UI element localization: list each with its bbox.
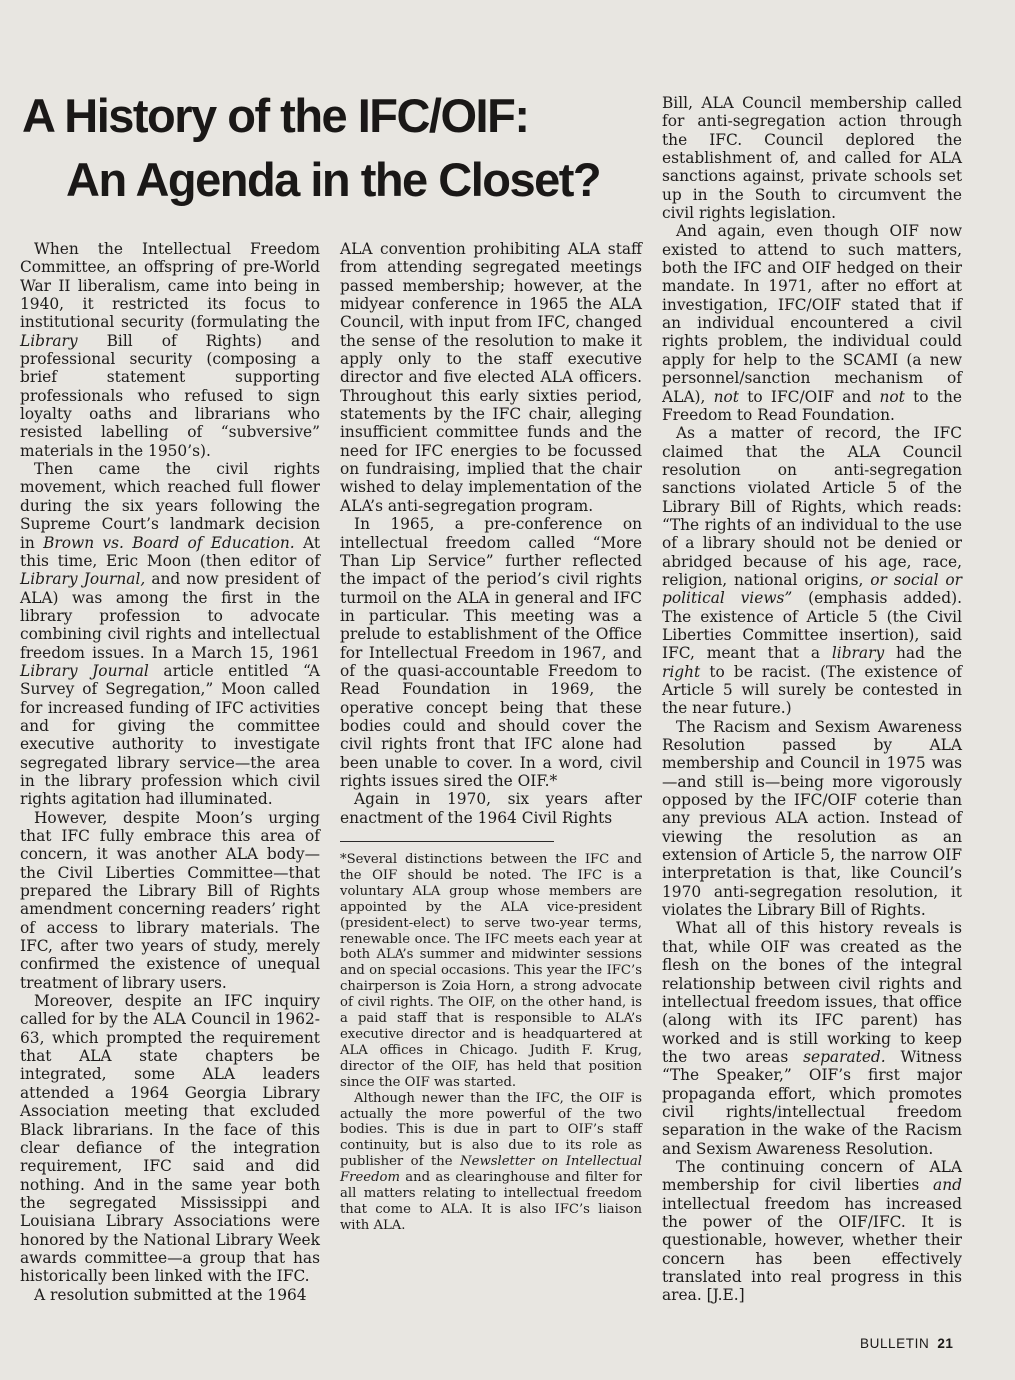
paragraph: When the Intellectual Freedom Committee, an offspring of pre-World War II liberalism, came into being in 1940, it restricted its focus to institutional security (formulating the Library Bill of Rights) and professional security (composing a brief statement supporting professionals who refused to sign loyalty oaths and librarians who resisted labelling of “subversive” materials in the 1950’s). xyxy=(20,240,320,460)
title-line-2: An Agenda in the Closet? xyxy=(66,153,601,206)
footnote-divider xyxy=(340,841,554,842)
paragraph: Moreover, despite an IFC inquiry called for by the ALA Council in 1962-63, which prompted the requirement that ALA state chapters be integrated, some ALA leaders attended a 1964 Georgia Library Association meeting that excluded Black librarians. In the face of this clear defiance of the integration requirement, IFC said and did nothing. And in the same year both the segregated Mississippi and Louisiana Library Associations were honored by the National Library Week awards committee—a group that has historically been linked with the IFC. xyxy=(20,992,320,1286)
page-number: 21 xyxy=(937,1336,954,1351)
column-1 xyxy=(20,240,320,1304)
title-line-1: A History of the IFC/OIF: xyxy=(22,89,529,142)
paragraph: In 1965, a pre-conference on intellectual freedom called “More Than Lip Service” further reflected the impact of the period’s civil rights turmoil on the ALA in general and IFC in particular. This meeting was a prelude to establishment of the Office for Intellectual Freedom in 1967, and of the quasi-accountable Freedom to Read Foundation in 1969, the operative concept being that these bodies could and should cover the civil rights front that IFC alone had been unable to cover. In a word, civil rights issues sired the OIF.* xyxy=(340,515,642,790)
column-3 xyxy=(662,94,962,1305)
footnote-paragraph: *Several distinctions between the IFC and the OIF should be noted. The IFC is a voluntary ALA group whose members are appointed by the ALA vice-president (president-elect) to serve two-year terms, renewable once. The IFC meets each year at both ALA’s summer and midwinter sessions and on special occasions. This year the IFC’s chairperson is Zoia Horn, a strong advocate of civil rights. The OIF, on the other hand, is a paid staff that is responsible to ALA’s executive director and is headquartered at ALA offices in Chicago. Judith F. Krug, director of the OIF, has held that position since the OIF was started. xyxy=(340,852,642,1090)
paragraph: And again, even though OIF now existed to attend to such matters, both the IFC and OIF hedged on their mandate. In 1971, after no effort at investigation, IFC/OIF stated that if an individual encountered a civil rights problem, the individual could apply for help to the SCAMI (a new personnel/sanction mechanism of ALA), not to IFC/OIF and not to the Freedom to Read Foundation. xyxy=(662,222,962,424)
paragraph: Then came the civil rights movement, which reached full flower during the six years following the Supreme Court’s landmark decision in Brown vs. Board of Education. At this time, Eric Moon (then editor of Library Journal, and now president of ALA) was among the first in the library profession to advocate combining civil rights and intellectual freedom issues. In a March 15, 1961 Library Journal article entitled “A Survey of Segregation,” Moon called for increased funding of IFC activities and for giving the committee executive authority to investigate segregated library service—the area in the library profession which civil rights agitation had illuminated. xyxy=(20,460,321,809)
paragraph: As a matter of record, the IFC claimed that the ALA Council resolution on anti-segregation sanctions violated Article 5 of the Library Bill of Rights, which reads: “The rights of an individual to the use of a library should not be denied or abridged because of his age, race, religion, national origins, or social or political views” (emphasis added). The existence of Article 5 (the Civil Liberties Committee insertion), said IFC, meant that a library had the right to be racist. (The existence of Article 5 will surely be contested in the near future.) xyxy=(662,424,963,718)
article-title xyxy=(22,84,632,212)
paragraph: Again in 1970, six years after enactment of the 1964 Civil Rights xyxy=(340,790,642,827)
paragraph: A resolution submitted at the 1964 xyxy=(34,1285,307,1304)
page-footer xyxy=(860,1336,954,1351)
paragraph: However, despite Moon’s urging that IFC fully embrace this area of concern, it was another ALA body—the Civil Liberties Committee—that prepared the Library Bill of Rights amendment concerning readers’ right of access to library materials. The IFC, after two years of study, merely confirmed the existence of unequal treatment of library users. xyxy=(20,808,320,992)
column-2 xyxy=(340,240,642,1234)
footnote-paragraph: Although newer than the IFC, the OIF is actually the more powerful of the two bodies. This is due in part to OIF’s staff continuity, but is also due to its role as publisher of the Newsletter on Intellectual Freedom and as clearinghouse and filter for all matters relating to intellectual freedom that come to ALA. It is also IFC’s liaison with ALA. xyxy=(340,1090,642,1233)
paragraph: What all of this history reveals is that, while OIF was created as the flesh on the bones of the integral relationship between civil rights and intellectual freedom issues, that office (along with its IFC parent) has worked and is still working to keep the two areas separated. Witness “The Speaker,” OIF’s first major propaganda effort, which promotes civil rights/intellectual freedom separation in the wake of the Racism and Sexism Awareness Resolution. xyxy=(662,919,962,1158)
paragraph: ALA convention prohibiting ALA staff from attending segregated meetings passed membership; however, at the midyear conference in 1965 the ALA Council, with input from IFC, changed the sense of the resolution to make it apply only to the staff executive director and five elected ALA officers. Throughout this early sixties period, statements by the IFC chair, alleging insufficient committee funds and the need for IFC energies to be focussed on fundraising, implied that the chair wished to delay implementation of the ALA’s anti-segregation program. xyxy=(340,240,642,515)
paragraph: Bill, ALA Council membership called for anti-segregation action through the IFC. Council deplored the establishment of, and called for ALA sanctions against, private schools set up in the South to circumvent the civil rights legislation. xyxy=(662,94,962,223)
paragraph: The continuing concern of ALA membership for civil liberties and intellectual freedom has increased the power of the OIF/IFC. It is questionable, however, whether their concern has been effectively translated into real progress in this area. [J.E.] xyxy=(662,1157,962,1305)
paragraph: The Racism and Sexism Awareness Resolution passed by ALA membership and Council in 1975 was—and still is—being more vigorously opposed by the IFC/OIF coterie than any previous ALA action. Instead of viewing the resolution as an extension of Article 5, the narrow OIF interpretation is that, like Council’s 1970 anti-segregation resolution, it violates the Library Bill of Rights. xyxy=(662,717,962,920)
footnote xyxy=(340,852,642,1234)
publication-name: BULLETIN xyxy=(860,1336,930,1351)
